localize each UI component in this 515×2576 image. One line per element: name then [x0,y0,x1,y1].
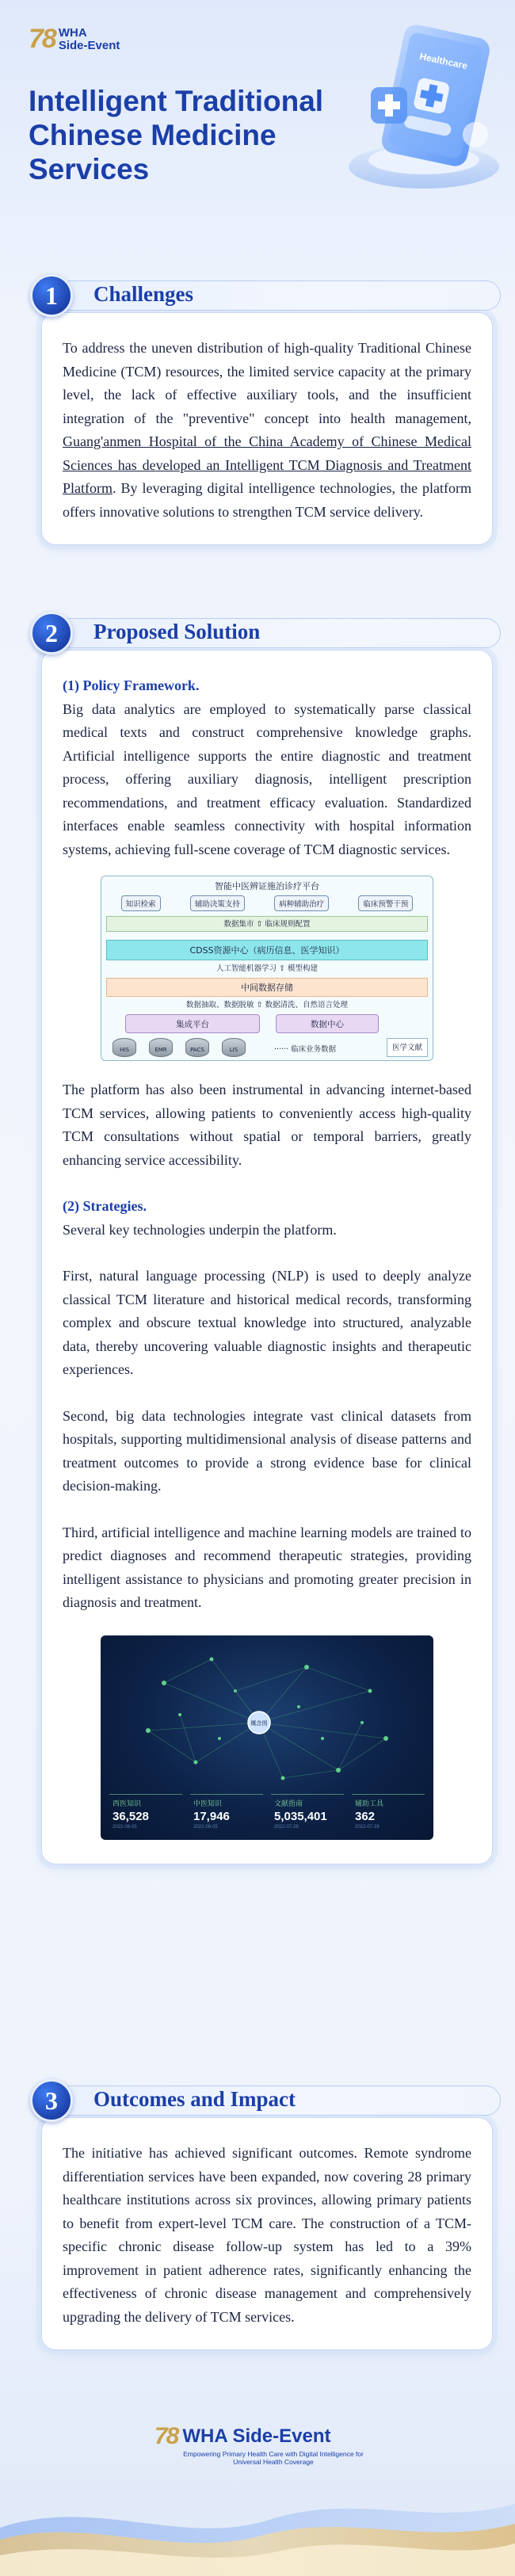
footer-logo [154,2423,331,2450]
footer-title: WHA Side-Event [182,2425,331,2447]
outcomes-paragraph: The initiative has achieved significant outcomes. Remote syndrome differentiation services have been expanded, now covering 28 primary healthcare institutions across six provinces, allowing primary patients to benefit from expert-level TCM care. The construction of a TCM-specific chronic disease follow-up system has led to a 39% improvement in patient adherence rates, significantly enhancing the effectiveness of chronic disease management and comprehensively upgrading the delivery of TCM services. [63,2145,471,2325]
stat-value: 17,946 [193,1809,230,1823]
arch-tag: 临床预警干预 [358,895,413,911]
strategy-ai-paragraph: Third, artificial intelligence and machine learning models are trained to predict diagnoses and recommend therapeutic strategies, providing intelligent assistance to physicians and promoting greater precision in diagnosis and treatment. [63,1524,471,1610]
stat-date: 2022-08-05 [113,1824,137,1830]
challenges-text-a: To address the uneven distribution of high-quality Traditional Chinese Medicine (TCM) resources, the limited service capacity at the primary level, the lack of effective auxiliary tools, and the insufficient integration of the "preventive" concept into health management, [63,340,471,426]
strategies-intro: Several key technologies underpin the platform. [63,1221,337,1238]
healthcare-phone-illustration [349,16,507,198]
stat-date: 2022-08-05 [193,1824,218,1830]
stat-card [190,1794,263,1830]
stat-label: 中医知识 [193,1799,223,1807]
platform-name-underlined: Guang'anmen Hospital of the China Academy of Chinese Medical Sciences has developed an Intelligent TCM Diagnosis and Treatment Platform [63,433,471,496]
hero-phone-label: Healthcare [418,50,469,72]
solution-card [41,650,493,1864]
stat-label: 辅助工具 [355,1799,384,1807]
database-icon: HIS [113,1038,136,1057]
challenges-card [41,312,493,545]
arch-function-tags [106,895,428,911]
graph-center-label: 概念图 [250,1719,268,1727]
stat-date: 2022-07-28 [274,1824,299,1830]
stat-label: 西医知识 [113,1799,142,1807]
arch-ml: 人工智能机器学习 [216,964,277,973]
arch-clinical-data: ······ 临床业务数据 [274,1045,337,1054]
arch-extract-left: 数据抽取、数据脱敏 [185,1001,254,1009]
knowledge-stats-row [101,1794,433,1830]
strategy-nlp-paragraph: First, natural language processing (NLP) is used to deeply analyze classical TCM literature and historical medical records, transforming complex and obscure textual knowledge into structured, analyzable data, thereby uncovering valuable diagnostic insights and therapeutic experiences. [63,1268,471,1377]
arch-integration-platform: 集成平台 [125,1014,260,1033]
strategies-heading: (2) Strategies. [63,1198,147,1214]
section-number-badge: 2 [30,612,73,654]
footer-78-mark: 78 [154,2423,178,2449]
arch-tag: 辅助决策支持 [190,895,245,911]
database-icon: EMR [149,1038,173,1057]
policy-framework-heading: (1) Policy Framework. [63,677,200,693]
stat-value: 36,528 [113,1809,149,1823]
challenges-paragraph [63,337,471,524]
stat-card [109,1794,182,1830]
challenges-text-b: . By leveraging digital intelligence technologies, the platform offers innovative solutions to strengthen TCM service delivery. [63,480,471,520]
challenges-section [17,273,493,545]
arch-extract-layer [106,1000,428,1011]
stat-value: 5,035,401 [274,1809,327,1823]
arch-model-layer [106,964,428,975]
arch-rule-config: 临床规则配置 [265,920,311,929]
arch-data-center: 数据中心 [276,1014,379,1033]
logo-line-1: WHA [58,25,87,40]
logo-line-2: Side-Event [58,38,120,52]
database-icon: LIS [222,1038,246,1057]
stat-value: 362 [355,1809,376,1823]
section-title: Proposed Solution [93,620,261,643]
section-number-badge: 3 [30,2079,73,2122]
database-icon: PACS [185,1038,209,1057]
policy-framework-paragraph: Big data analytics are employed to systematically parse classical medical texts and construct comprehensive knowledge graphs. Artificial intelligence supports the entire diagnostic and treatment process, offering auxiliary diagnosis, intelligent prescription recommendations, and treatment efficacy evaluation. Standardized interfaces enable seamless connectivity with hospital information systems, achieving full-scene coverage of TCM diagnostic services. [63,700,471,857]
stat-label: 文献指南 [274,1799,303,1807]
stat-card [271,1794,344,1830]
section-number-badge: 1 [30,274,73,317]
arch-data-mart: 数据集市 [223,920,254,929]
proposed-solution-section [17,610,493,1864]
arch-tag: 病种辅助治疗 [274,895,329,911]
stat-date: 2022-07-28 [355,1824,380,1830]
outcomes-section [17,2078,493,2350]
platform-architecture-diagram [101,876,433,1061]
arch-medical-literature: 医学文献 [387,1038,428,1057]
internet-services-paragraph: The platform has also been instrumental in advancing internet-based TCM services, allowing patients to conveniently access high-quality TCM consultations without spatial or temporal barriers, greatly enhancing service accessibility. [63,1082,471,1168]
footer [0,2409,515,2576]
up-arrow-icon: ⇧ [256,920,265,929]
arch-tag: 知识检索 [121,895,161,911]
arch-model-build: 模型构建 [288,964,319,973]
outcomes-card [41,2117,493,2350]
strategy-big-data-paragraph: Second, big data technologies integrate vast clinical datasets from hospitals, supporting multidimensional analysis of disease patterns and treatment outcomes to provide a strong evidence base for clinical decision-making. [63,1407,471,1494]
arch-data-mart-layer [106,916,428,932]
section-title: Challenges [93,282,194,306]
arch-cdss-layer: CDSS资源中心（病历信息、医学知识） [106,940,428,960]
arch-title: 智能中医辨证施治诊疗平台 [215,881,319,891]
stat-card [352,1794,425,1830]
knowledge-graph-dashboard [101,1635,433,1840]
arch-extract-right: 数据清洗、自然语言处理 [265,1001,349,1009]
wha-78-mark: 78 [29,24,55,54]
wha-logo [29,24,120,55]
up-arrow-icon: ⇧ [256,1001,265,1009]
wha-logo-text [59,27,120,52]
arch-storage-layer: 中间数据存储 [106,978,428,997]
page-title: Intelligent Traditional Chinese Medicine Services [29,85,324,185]
up-arrow-icon: ⇧ [279,964,288,973]
section-title: Outcomes and Impact [93,2087,296,2111]
footer-subtitle: Empowering Primary Health Care with Digital Intelligence for Universal Health Coverage [183,2450,364,2466]
